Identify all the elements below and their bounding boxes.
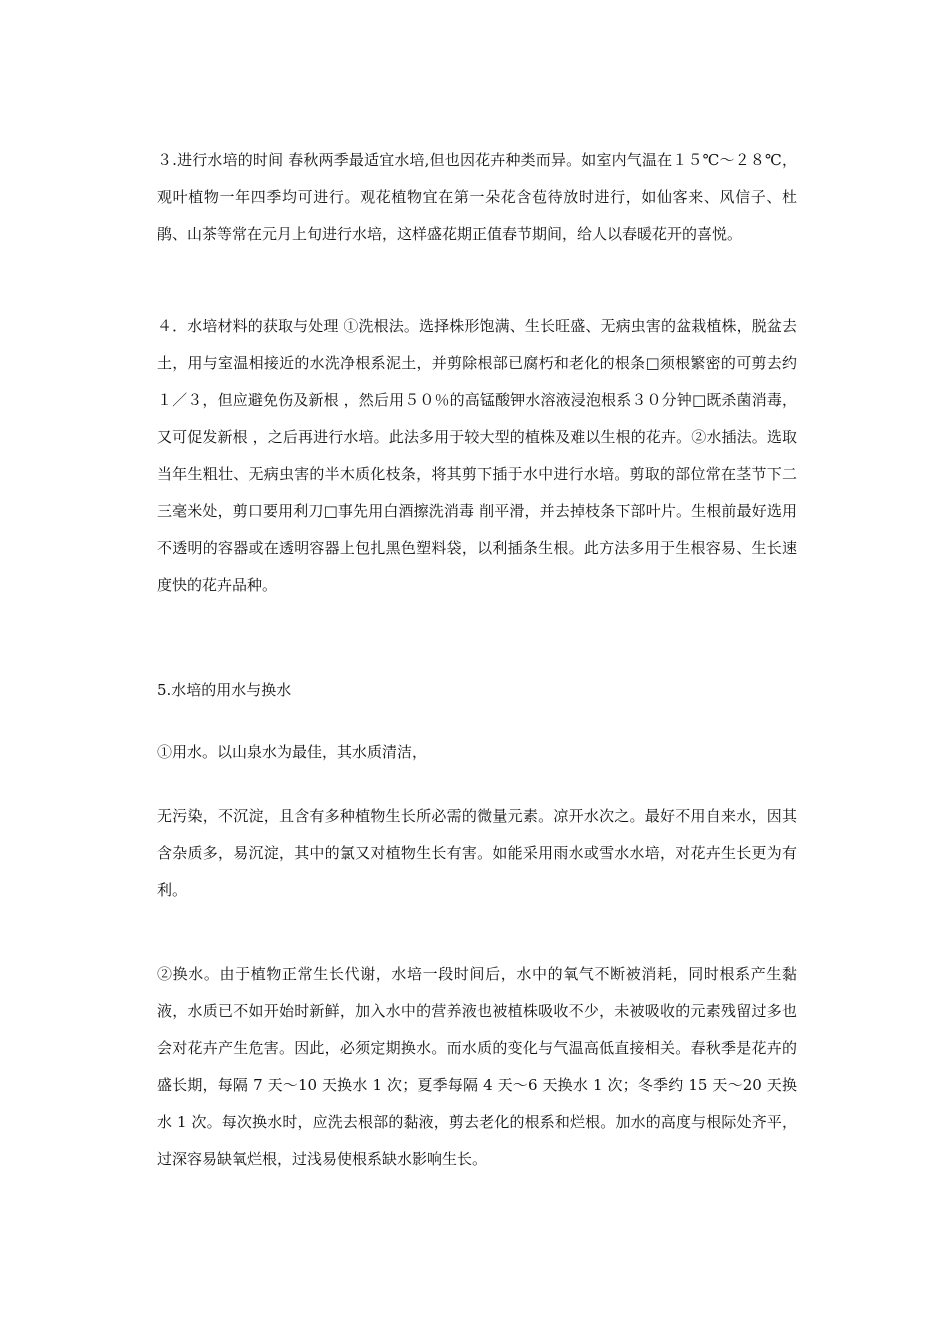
paragraph-water-change: ②换水。由于植物正常生长代谢，水培一段时间后，水中的氧气不断被消耗，同时根系产生黏液，水质已不如开始时新鲜，加入水中的营养液也被植株吸收不少，未被吸收的元素残留过多也会对花卉产生危害。因此，必须定期换水。而水质的变化与气温高低直接相关。春秋季是花卉的盛长期，每隔 7 天～10 天换水 1 次；夏季每隔 4 天～6 天换水 1 次；冬季约 15 天～20 天换水 1 次。每次换水时，应洗去根部的黏液，剪去老化的根系和烂根。加水的高度与根际处齐平，过深容易缺氧烂根，过浅易使根系缺水影响生长。 <box>157 965 797 1168</box>
paragraph-section-3: ３.进行水培的时间 春秋两季最适宜水培,但也因花卉种类而异。如室内气温在１５℃～２８℃，观叶植物一年四季均可进行。观花植物宜在第一朵花含苞待放时进行，如仙客来、风信子、杜鹃、山茶等常在元月上旬进行水培，这样盛花期正值春节期间，给人以春暖花开的喜悦。 <box>157 151 797 243</box>
paragraph-water-use: 无污染，不沉淀，且含有多种植物生长所必需的微量元素。凉开水次之。最好不用自来水，因其含杂质多，易沉淀，其中的氯又对植物生长有害。如能采用雨水或雪水水培，对花卉生长更为有利。 <box>157 807 797 899</box>
paragraph-section-4: ４．水培材料的获取与处理 ①洗根法。选择株形饱满、生长旺盛、无病虫害的盆栽植株，脱盆去土，用与室温相接近的水洗净根系泥土，并剪除根部已腐朽和老化的根条□须根繁密的可剪去约１／３，但应避免伤及新根 ，然后用５０％的高锰酸钾水溶液浸泡根系３０分钟□既杀菌消毒，又可促发新根 ，之后再进行水培。此法多用于较大型的植株及难以生根的花卉。②水插法。选取当年生粗壮、无病虫害的半木质化枝条，将其剪下插于水中进行水培。剪取的部位常在茎节下二三毫米处，剪口要用利刀□事先用白酒擦洗消毒 削平滑，并去掉枝条下部叶片。生根前最好选用不透明的容器或在透明容器上包扎黑色塑料袋，以利插条生根。此方法多用于生根容易、生长速度快的花卉品种。 <box>157 317 797 594</box>
section-5-heading: 5.水培的用水与换水 <box>157 681 292 699</box>
paragraph-water-use-intro: ①用水。以山泉水为最佳，其水质清洁， <box>157 743 428 761</box>
